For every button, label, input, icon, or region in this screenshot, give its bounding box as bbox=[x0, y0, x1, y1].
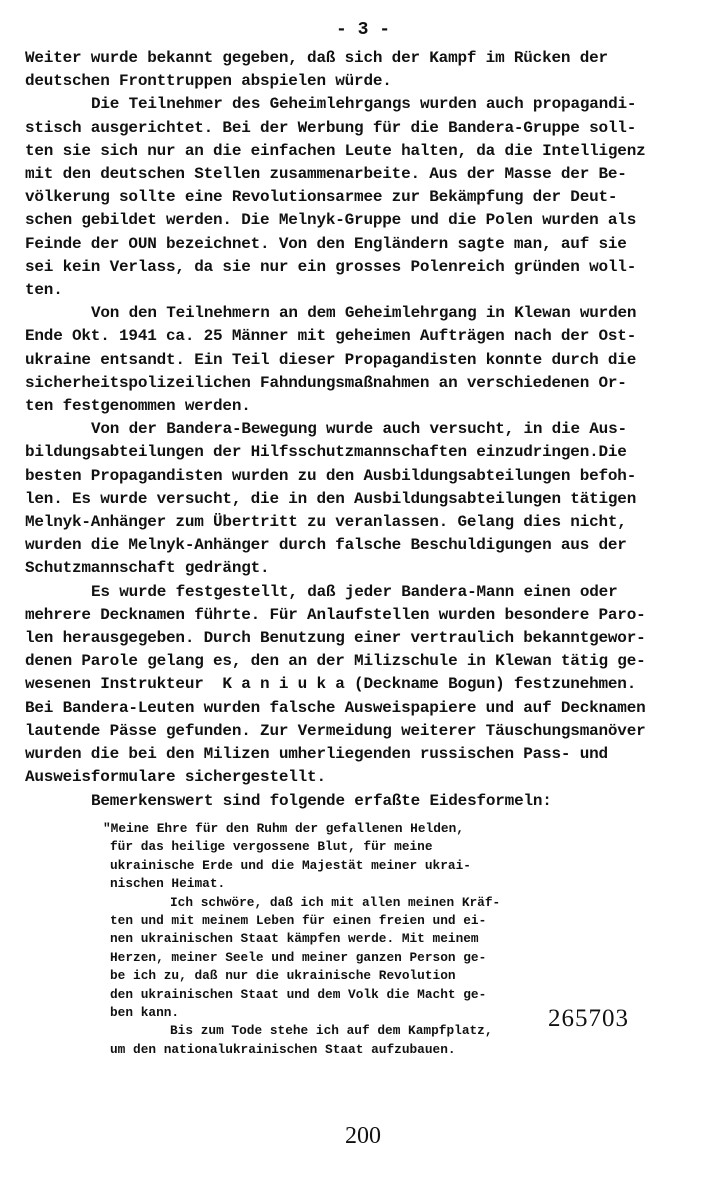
text-line: schen gebildet werden. Die Melnyk-Gruppe und die Polen wurden als bbox=[25, 211, 637, 230]
text-line: Melnyk-Anhänger zum Übertritt zu veranlassen. Gelang dies nicht, bbox=[25, 513, 627, 532]
oath-line: nen ukrainischen Staat kämpfen werde. Mit meinem bbox=[110, 931, 479, 947]
text-line: lautende Pässe gefunden. Zur Vermeidung weiterer Täuschungsmanöver bbox=[25, 721, 646, 740]
text-line: Feinde der OUN bezeichnet. Von den Engländern sagte man, auf sie bbox=[25, 234, 627, 253]
oath-line: nischen Heimat. bbox=[110, 876, 226, 892]
text-line: sicherheitspolizeilichen Fahndungsmaßnahmen an verschiedenen Or- bbox=[25, 373, 627, 392]
text-line: völkerung sollte eine Revolutionsarmee zur Bekämpfung der Deut- bbox=[25, 188, 618, 207]
text-line: len herausgegeben. Durch Benutzung einer vertraulich bekanntgewor- bbox=[25, 629, 646, 648]
text-line: Weiter wurde bekannt gegeben, daß sich der Kampf im Rücken der bbox=[25, 49, 608, 67]
page-number: 200 bbox=[345, 1123, 381, 1149]
text-line: Von der Bandera-Bewegung wurde auch versucht, in die Aus- bbox=[91, 420, 627, 439]
oath-line: Herzen, meiner Seele und meiner ganzen Person ge- bbox=[110, 949, 487, 965]
text-line: ten festgenommen werden. bbox=[25, 397, 251, 416]
paragraph bbox=[25, 418, 715, 580]
oath-quote bbox=[103, 820, 501, 1059]
page-marker: - 3 - bbox=[335, 20, 390, 40]
oath-line: für das heilige vergossene Blut, für meine bbox=[110, 839, 433, 855]
oath-line: ben kann. bbox=[110, 1005, 180, 1021]
oath-line: den ukrainischen Staat und dem Volk die Macht ge- bbox=[110, 986, 487, 1002]
oath-paragraph bbox=[110, 894, 500, 1023]
oath-line: be ich zu, daß nur die ukrainische Revolution bbox=[110, 968, 456, 984]
text-line: mehrere Decknamen führte. Für Anlaufstellen wurden besondere Paro- bbox=[25, 605, 646, 624]
paragraph bbox=[25, 790, 715, 813]
oath-paragraph bbox=[110, 1022, 500, 1059]
oath-paragraph bbox=[103, 820, 500, 894]
body-text bbox=[25, 47, 715, 813]
text-line: deutschen Fronttruppen abspielen würde. bbox=[25, 72, 392, 91]
oath-line: ten und mit meinem Leben für einen freien und ei- bbox=[110, 913, 487, 929]
text-line: Schutzmannschaft gedrängt. bbox=[25, 559, 270, 578]
oath-line: Ich schwöre, daß ich mit allen meinen Kräf- bbox=[170, 894, 501, 910]
text-line: sei kein Verlass, da sie nur ein grosses Polenreich gründen woll- bbox=[25, 257, 637, 276]
text-line: Bemerkenswert sind folgende erfaßte Eidesformeln: bbox=[91, 791, 552, 810]
oath-line: ukrainische Erde und die Majestät meiner ukrai- bbox=[110, 857, 471, 873]
text-line: bildungsabteilungen der Hilfsschutzmannschaften einzudringen.Die bbox=[25, 443, 627, 462]
paragraph bbox=[25, 47, 715, 93]
text-line: ten sie sich nur an die einfachen Leute halten, da die Intelligenz bbox=[25, 141, 646, 160]
text-line: ten. bbox=[25, 281, 63, 300]
text-line: besten Propagandisten wurden zu den Ausbildungsabteilungen befoh- bbox=[25, 466, 637, 485]
document-stamp-number: 265703 bbox=[548, 1005, 629, 1032]
text-line: wurden die bei den Milizen umherliegenden russischen Pass- und bbox=[25, 745, 608, 764]
paragraph bbox=[25, 302, 715, 418]
text-line: Es wurde festgestellt, daß jeder Bandera-Mann einen oder bbox=[91, 582, 618, 601]
oath-line: "Meine Ehre für den Ruhm der gefallenen Helden, bbox=[103, 821, 464, 836]
paragraph bbox=[25, 581, 715, 790]
text-line: ukraine entsandt. Ein Teil dieser Propagandisten konnte durch die bbox=[25, 350, 637, 369]
text-line: Ausweisformulare sichergestellt. bbox=[25, 768, 326, 787]
text-line: stisch ausgerichtet. Bei der Werbung für die Bandera-Gruppe soll- bbox=[25, 118, 637, 137]
text-line: denen Parole gelang es, den an der Milizschule in Klewan tätig ge- bbox=[25, 652, 646, 671]
text-line: mit den deutschen Stellen zusammenarbeite. Aus der Masse der Be- bbox=[25, 165, 627, 184]
text-line: len. Es wurde versucht, die in den Ausbildungsabteilungen tätigen bbox=[25, 489, 637, 508]
text-line: wurden die Melnyk-Anhänger durch falsche Beschuldigungen aus der bbox=[25, 536, 627, 555]
text-line: wesenen Instrukteur K a n i u k a (Deckname Bogun) festzunehmen. bbox=[25, 675, 637, 694]
text-line: Bei Bandera-Leuten wurden falsche Ausweispapiere und auf Decknamen bbox=[25, 698, 646, 717]
text-line: Die Teilnehmer des Geheimlehrgangs wurden auch propagandi- bbox=[91, 95, 637, 114]
oath-line: Bis zum Tode stehe ich auf dem Kampfplatz, bbox=[170, 1023, 493, 1039]
paragraph bbox=[25, 93, 715, 302]
oath-line: um den nationalukrainischen Staat aufzubauen. bbox=[110, 1041, 456, 1057]
text-line: Von den Teilnehmern an dem Geheimlehrgang in Klewan wurden bbox=[91, 304, 637, 323]
text-line: Ende Okt. 1941 ca. 25 Männer mit geheimen Aufträgen nach der Ost- bbox=[25, 327, 637, 346]
